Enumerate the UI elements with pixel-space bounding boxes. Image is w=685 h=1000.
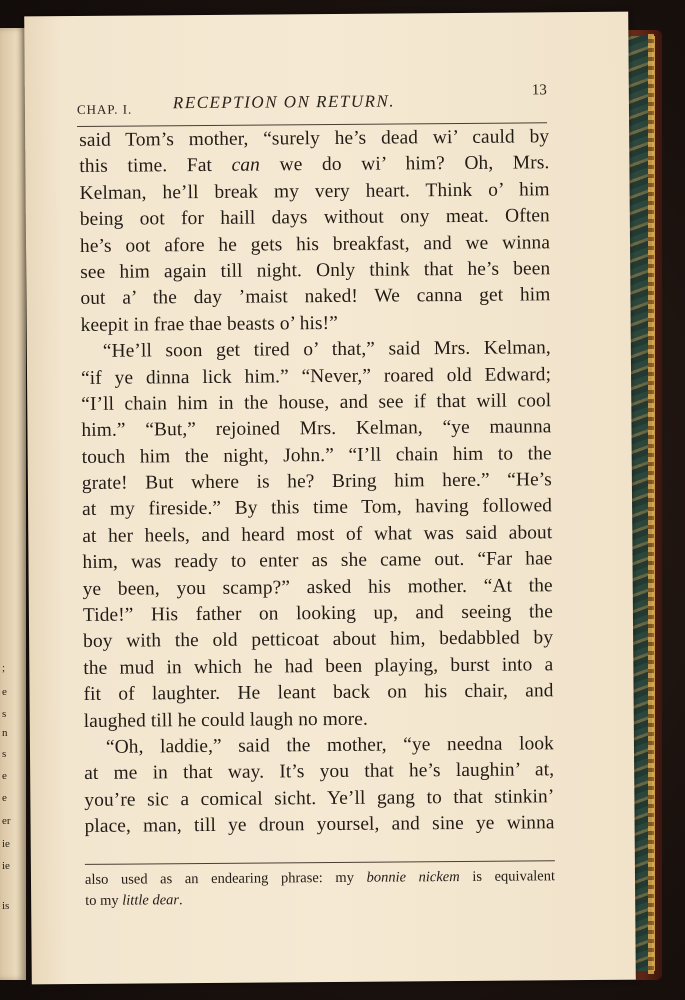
footnote bbox=[85, 866, 555, 912]
text-line: the mud in which he had been playing, burst into a bbox=[83, 654, 554, 679]
facing-page-fragment: ; bbox=[2, 662, 6, 674]
facing-page-fragment: s bbox=[2, 708, 7, 720]
text-line: “I’ll chain him in the house, and see if that will cool bbox=[81, 390, 552, 415]
text-line: ye been, you scamp?” asked his mother. “At the bbox=[82, 574, 553, 600]
text-line: see him again till night. Only think that he’s been bbox=[80, 258, 551, 283]
text-line: Tide!” His father on looking up, and seeing the bbox=[82, 601, 553, 626]
text-line: Kelman, he’ll break my very heart. Think o’ him bbox=[79, 179, 550, 204]
footnote-line: also used as an endearing phrase: my bonnie nickem is equivalent bbox=[84, 868, 556, 888]
body-text bbox=[79, 124, 555, 840]
text-line: touch him the night, John.” “I’ll chain him to the bbox=[81, 442, 552, 468]
text-line: you’re sic a comical sicht. Ye’ll gang to that stinkin’ bbox=[84, 786, 555, 811]
facing-page-fragment: e bbox=[2, 770, 7, 782]
page-number: 13 bbox=[531, 82, 547, 99]
text-line: fit of laughter. He leant back on his chair, and bbox=[83, 680, 554, 706]
chapter-label: CHAP. I. bbox=[76, 101, 133, 117]
text-line: out a’ the day ’maist naked! We canna get him bbox=[80, 284, 551, 310]
facing-page-fragment: is bbox=[2, 900, 10, 912]
text-line: at me in that way. It’s you that he’s laughin’ at, bbox=[84, 759, 555, 785]
text-line: “if ye dinna lick him.” “Never,” roared old Edward; bbox=[80, 363, 552, 389]
text-line: place, man, till ye droun yoursel, and sine ye winna bbox=[84, 812, 555, 838]
book-page bbox=[24, 12, 636, 985]
text-line: grate! But where is he? Bring him here.” “He’s bbox=[81, 469, 552, 495]
facing-page-text-fragments bbox=[0, 0, 22, 1000]
facing-page-fragment: ie bbox=[2, 838, 10, 850]
gilt-tooling bbox=[648, 34, 654, 974]
text-line: said Tom’s mother, “surely he’s dead wi’ cauld by bbox=[79, 126, 550, 151]
facing-page-fragment: ie bbox=[2, 860, 10, 872]
text-line: laughed till he could laugh no more. bbox=[83, 708, 368, 732]
text-line: he’s oot afore he gets his breakfast, and we winna bbox=[79, 231, 551, 257]
text-line: him, was ready to enter as she came out. “Far hae bbox=[82, 548, 553, 574]
facing-page-fragment: e bbox=[2, 792, 7, 804]
footnote-line: to my little dear. bbox=[85, 892, 183, 909]
running-title: RECEPTION ON RETURN. bbox=[172, 91, 396, 113]
text-line: boy with the old petticoat about him, bedabbled by bbox=[83, 627, 554, 653]
footnote-rule bbox=[85, 860, 555, 865]
text-line: “He’ll soon get tired o’ that,” said Mrs. Kelman, bbox=[102, 337, 551, 362]
text-line: at her heels, and heard most of what was said about bbox=[82, 522, 553, 547]
facing-page-fragment: e bbox=[2, 686, 7, 698]
text-line: being oot for haill days without ony meat. Often bbox=[79, 205, 550, 231]
facing-page-fragment: s bbox=[2, 748, 7, 760]
facing-page-fragment: n bbox=[2, 727, 8, 739]
text-line: this time. Fat can we do wi’ him? Oh, Mrs. bbox=[79, 152, 550, 178]
text-line: him.” “But,” rejoined Mrs. Kelman, “ye maunna bbox=[81, 416, 552, 442]
running-header bbox=[77, 84, 547, 124]
text-line: “Oh, laddie,” said the mother, “ye needna look bbox=[105, 733, 555, 758]
facing-page-fragment: er bbox=[2, 815, 11, 827]
text-line: at my fireside.” By this time Tom, having followed bbox=[82, 495, 553, 521]
text-line: keepit in frae thae beasts o’ his!” bbox=[80, 312, 338, 336]
